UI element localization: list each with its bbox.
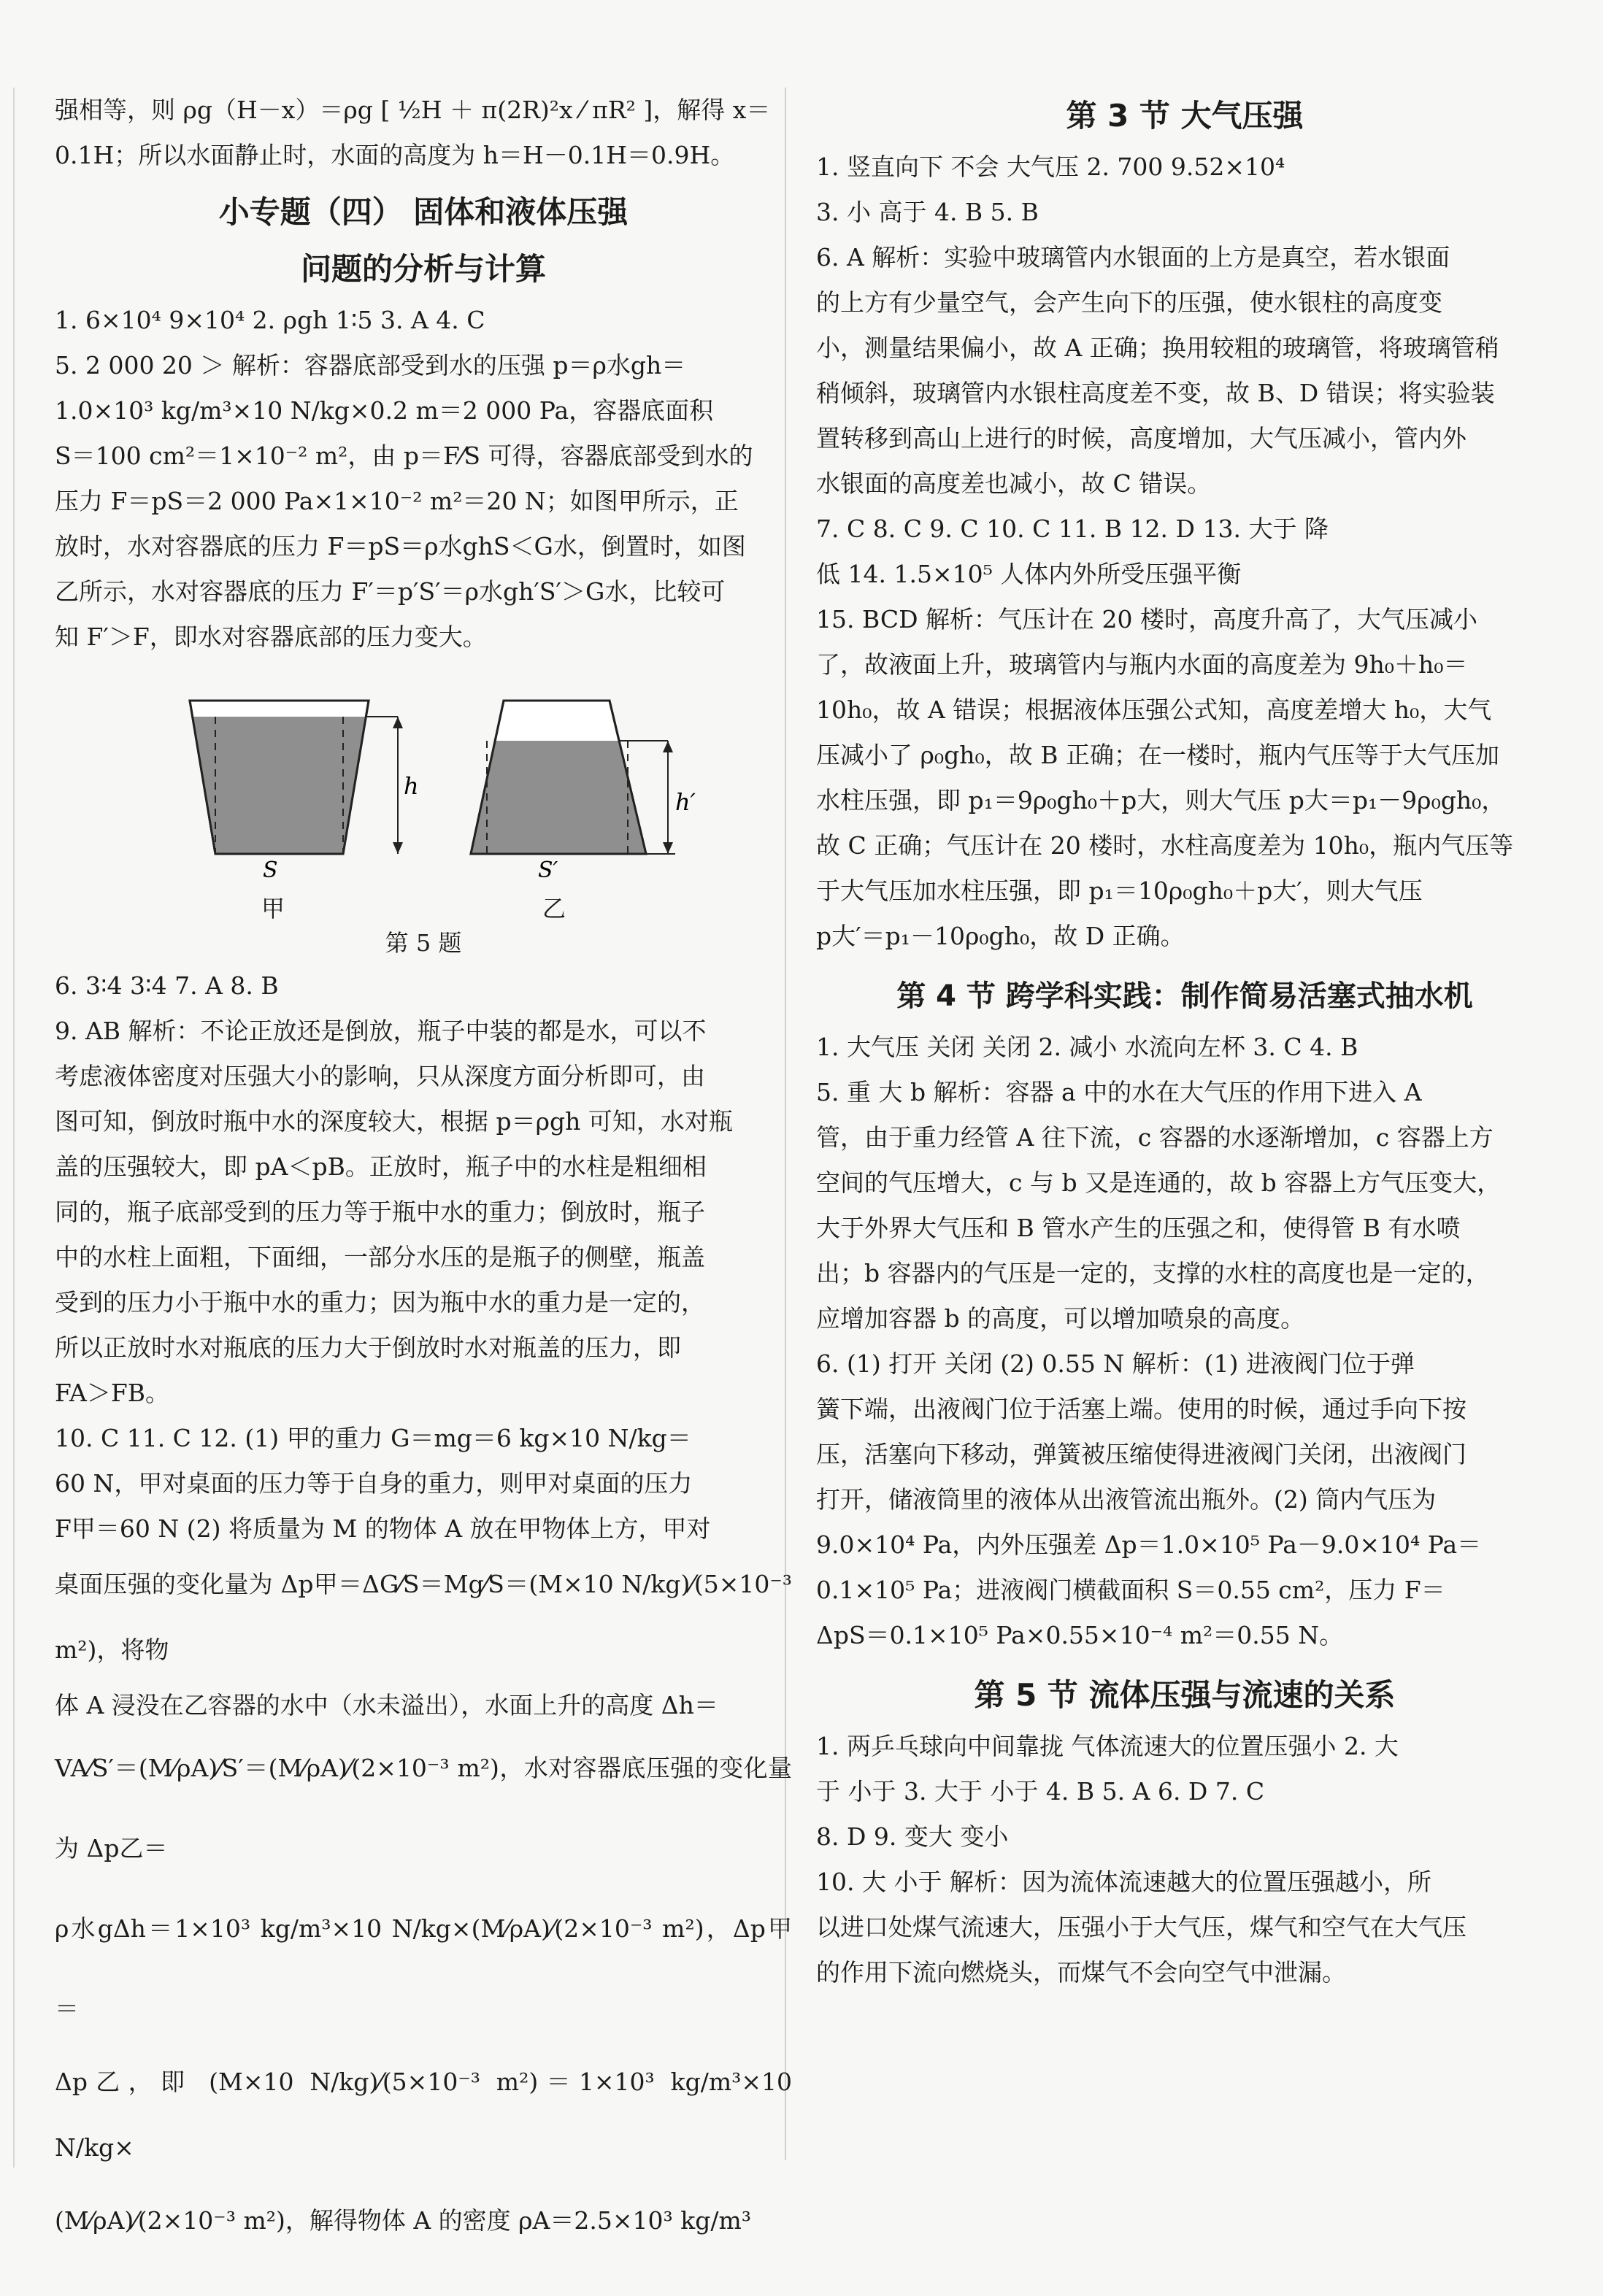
text-line: 6. (1) 打开 关闭 (2) 0.55 N 解析：(1) 进液阀门位于弹 [816,1349,1415,1378]
text-line: 管，由于重力经管 A 往下流，c 容器的水逐渐增加，c 容器上方 [816,1123,1494,1152]
text-line: 打开，储液筒里的液体从出液管流出瓶外。(2) 筒内气压为 [816,1485,1437,1514]
text-line: 1. 大气压 关闭 关闭 2. 减小 水流向左杯 3. C 4. B [816,1033,1358,1061]
text-line: 乙所示，水对容器底的压力 F′＝p′S′＝ρ水gh′S′＞G水，比较可 [55,577,726,606]
text-line: ρ水gΔh＝1×10³ kg/m³×10 N/kg×(M⁄ρA)⁄(2×10⁻³ m²)，Δp甲＝ [55,1914,792,2023]
label-h2: h′ [675,788,696,816]
page-edge-line [13,88,15,2168]
text-line: 5. 重 大 b 解析：容器 a 中的水在大气压的作用下进入 A [816,1078,1422,1106]
text-line: 5. 2 000 20 ＞ 解析：容器底部受到水的压强 p＝ρ水gh＝ [55,351,686,380]
text-line: 置转移到高山上进行的时候，高度增加，大气压减小，管内外 [816,424,1466,452]
text-line: 60 N，甲对桌面的压力等于自身的重力，则甲对桌面的压力 [55,1469,693,1498]
text-line: Δp乙，即 (M×10 N/kg)⁄(5×10⁻³ m²)＝1×10³ kg/m³×10 N/kg× [55,2068,792,2162]
text-line: 故 C 正确；气压计在 20 楼时，水柱高度差为 10h₀，瓶内气压等 [816,831,1514,860]
text-line: 小，测量结果偏小，故 A 正确；换用较粗的玻璃管，将玻璃管稍 [816,334,1499,362]
label-s: S [263,858,278,883]
text-line: 盖的压强较大，即 pA＜pB。正放时，瓶子中的水柱是粗细相 [55,1152,707,1181]
text-line: 的作用下流向燃烧头，而煤气不会向空气中泄漏。 [816,1958,1346,1987]
container-figure [55,671,792,890]
text-line: S＝100 cm²＝1×10⁻² m²，由 p＝F⁄S 可得，容器底部受到水的 [55,442,753,470]
text-line: 8. D 9. 变大 变小 [816,1822,1009,1851]
text-line: 大于外界大气压和 B 管水产生的压强之和，使得管 B 有水喷 [816,1214,1461,1242]
text-line: 10. 大 小于 解析：因为流体流速越大的位置压强越小，所 [816,1868,1431,1896]
text-line: 压减小了 ρ₀gh₀，故 B 正确；在一楼时，瓶内气压等于大气压加 [816,741,1499,769]
label-s2: S′ [538,858,558,883]
text-line: 出；b 容器内的气压是一定的，支撑的水柱的高度也是一定的， [816,1259,1490,1287]
text-line: 1. 竖直向下 不会 大气压 2. 700 9.52×10⁴ [816,153,1285,181]
text-line: 9.0×10⁴ Pa，内外压强差 Δp＝1.0×10⁵ Pa－9.0×10⁴ Pa＝ [816,1530,1482,1559]
text-line: 0.1×10⁵ Pa；进液阀门横截面积 S＝0.55 cm²，压力 F＝ [816,1576,1445,1604]
text-line: 9. AB 解析：不论正放还是倒放，瓶子中装的都是水，可以不 [55,1017,707,1045]
text-line: 压，活塞向下移动，弹簧被压缩使得进液阀门关闭，出液阀门 [816,1440,1466,1468]
text-line: 低 14. 1.5×10⁵ 人体内外所受压强平衡 [816,560,1242,588]
text-line: 体 A 浸没在乙容器的水中（水未溢出），水面上升的高度 Δh＝ [55,1691,718,1719]
text-line: 压力 F＝pS＝2 000 Pa×1×10⁻² m²＝20 N；如图甲所示，正 [55,487,739,515]
section-title-4: 第 4 节 跨学科实践：制作简易活塞式抽水机 [896,979,1473,1013]
section-title: 小专题（四） 固体和液体压强 [218,194,628,230]
text-line: 3. 小 高于 4. B 5. B [816,198,1039,226]
text-line: 1. 两乒乓球向中间靠拢 气体流速大的位置压强小 2. 大 [816,1732,1399,1760]
text-line: 考虑液体密度对压强大小的影响，只从深度方面分析即可，由 [55,1062,705,1090]
text-line: FA＞FB。 [55,1379,170,1407]
text-line: 15. BCD 解析：气压计在 20 楼时，高度升高了，大气压减小 [816,605,1478,633]
text-line: 6. 3∶4 3∶4 7. A 8. B [55,971,279,1000]
text-line: 同的，瓶子底部受到的压力等于瓶中水的重力；倒放时，瓶子 [55,1198,705,1226]
text-line: 水柱压强，即 p₁＝9ρ₀gh₀＋p大，则大气压 p大＝p₁－9ρ₀gh₀， [816,786,1506,814]
text-line: 空间的气压增大，c 与 b 又是连通的，故 b 容器上方气压变大， [816,1168,1502,1197]
text-line: (M⁄ρA)⁄(2×10⁻³ m²)，解得物体 A 的密度 ρA＝2.5×10³ kg/m³ [55,2206,751,2235]
text-line: 10h₀，故 A 错误；根据液体压强公式知，高度差增大 h₀，大气 [816,696,1492,724]
text-line: 图可知，倒放时瓶中水的深度较大，根据 p＝ρgh 可知，水对瓶 [55,1107,733,1136]
section-title-5: 第 5 节 流体压强与流速的关系 [974,1677,1396,1713]
text-line: F甲＝60 N (2) 将质量为 M 的物体 A 放在甲物体上方，甲对 [55,1514,711,1543]
section-title-3: 第 3 节 大气压强 [1066,98,1304,134]
container-diagram [55,671,792,890]
text-line: VA⁄S′＝(M⁄ρA)⁄S′＝(M⁄ρA)⁄(2×10⁻³ m²)，水对容器底压强的变化量为 Δp乙＝ [55,1754,792,1862]
text-line: 于 小于 3. 大于 小于 4. B 5. A 6. D 7. C [816,1777,1265,1806]
text-line: 簧下端，出液阀门位于活塞上端。使用的时候，通过手向下按 [816,1395,1466,1423]
text-line: 的上方有少量空气，会产生向下的压强，使水银柱的高度变 [816,288,1442,317]
text-line: 以进口处煤气流速大，压强小于大气压，煤气和空气在大气压 [816,1913,1466,1941]
figure-caption: 第 5 题 [385,929,462,957]
figure-sublabels [55,890,792,922]
text-line: 0.1H；所以水面静止时，水面的高度为 h＝H－0.1H＝0.9H。 [55,141,735,169]
text-line: 所以正放时水对瓶底的压力大于倒放时水对瓶盖的压力，即 [55,1333,681,1362]
text-line: 7. C 8. C 9. C 10. C 11. B 12. D 13. 大于 降 [816,515,1329,543]
label-yi: 乙 [542,895,566,922]
text-line: 了，故液面上升，玻璃管内与瓶内水面的高度差为 9h₀＋h₀＝ [816,650,1468,679]
label-jia: 甲 [261,895,285,922]
text-line: 1. 6×10⁴ 9×10⁴ 2. ρgh 1∶5 3. A 4. C [55,306,485,334]
text-line: 6. A 解析：实验中玻璃管内水银面的上方是真空，若水银面 [816,243,1450,271]
text-line: 桌面压强的变化量为 Δp甲＝ΔG⁄S＝Mg⁄S＝(M×10 N/kg)⁄(5×10⁻³ m²)，将物 [55,1570,792,1664]
label-h: h [404,772,419,800]
water-yi [471,741,646,854]
text-line: p大′＝p₁－10ρ₀gh₀，故 D 正确。 [816,922,1185,950]
text-line: 中的水柱上面粗，下面细，一部分水压的是瓶子的侧壁，瓶盖 [55,1243,705,1271]
text-line: 知 F′＞F，即水对容器底部的压力变大。 [55,623,487,651]
section-subtitle: 问题的分析与计算 [300,251,546,287]
text-line: 应增加容器 b 的高度，可以增加喷泉的高度。 [816,1304,1305,1333]
text-line: 1.0×10³ kg/m³×10 N/kg×0.2 m＝2 000 Pa，容器底面积 [55,396,714,425]
text-line: 10. C 11. C 12. (1) 甲的重力 G＝mg＝6 kg×10 N/kg＝ [55,1424,691,1452]
left-column [55,88,792,2261]
text-line: 受到的压力小于瓶中水的重力；因为瓶中水的重力是一定的， [55,1288,705,1317]
text-line: 强相等，则 ρg（H－x）＝ρg [ ½H ＋ π(2R)²x ⁄ πR² ]，解得 x＝ [55,96,771,124]
right-column [816,88,1553,1995]
text-line: 水银面的高度差也减小，故 C 错误。 [816,469,1212,498]
text-line: 于大气压加水柱压强，即 p₁＝10ρ₀gh₀＋p大′，则大气压 [816,877,1423,905]
text-line: 放时，水对容器底的压力 F＝pS＝ρ水ghS＜G水，倒置时，如图 [55,532,746,560]
text-line: 稍倾斜，玻璃管内水银柱高度差不变，故 B、D 错误；将实验装 [816,379,1495,407]
water-jia [192,717,366,854]
text-line: ΔpS＝0.1×10⁵ Pa×0.55×10⁻⁴ m²＝0.55 N。 [816,1621,1344,1649]
